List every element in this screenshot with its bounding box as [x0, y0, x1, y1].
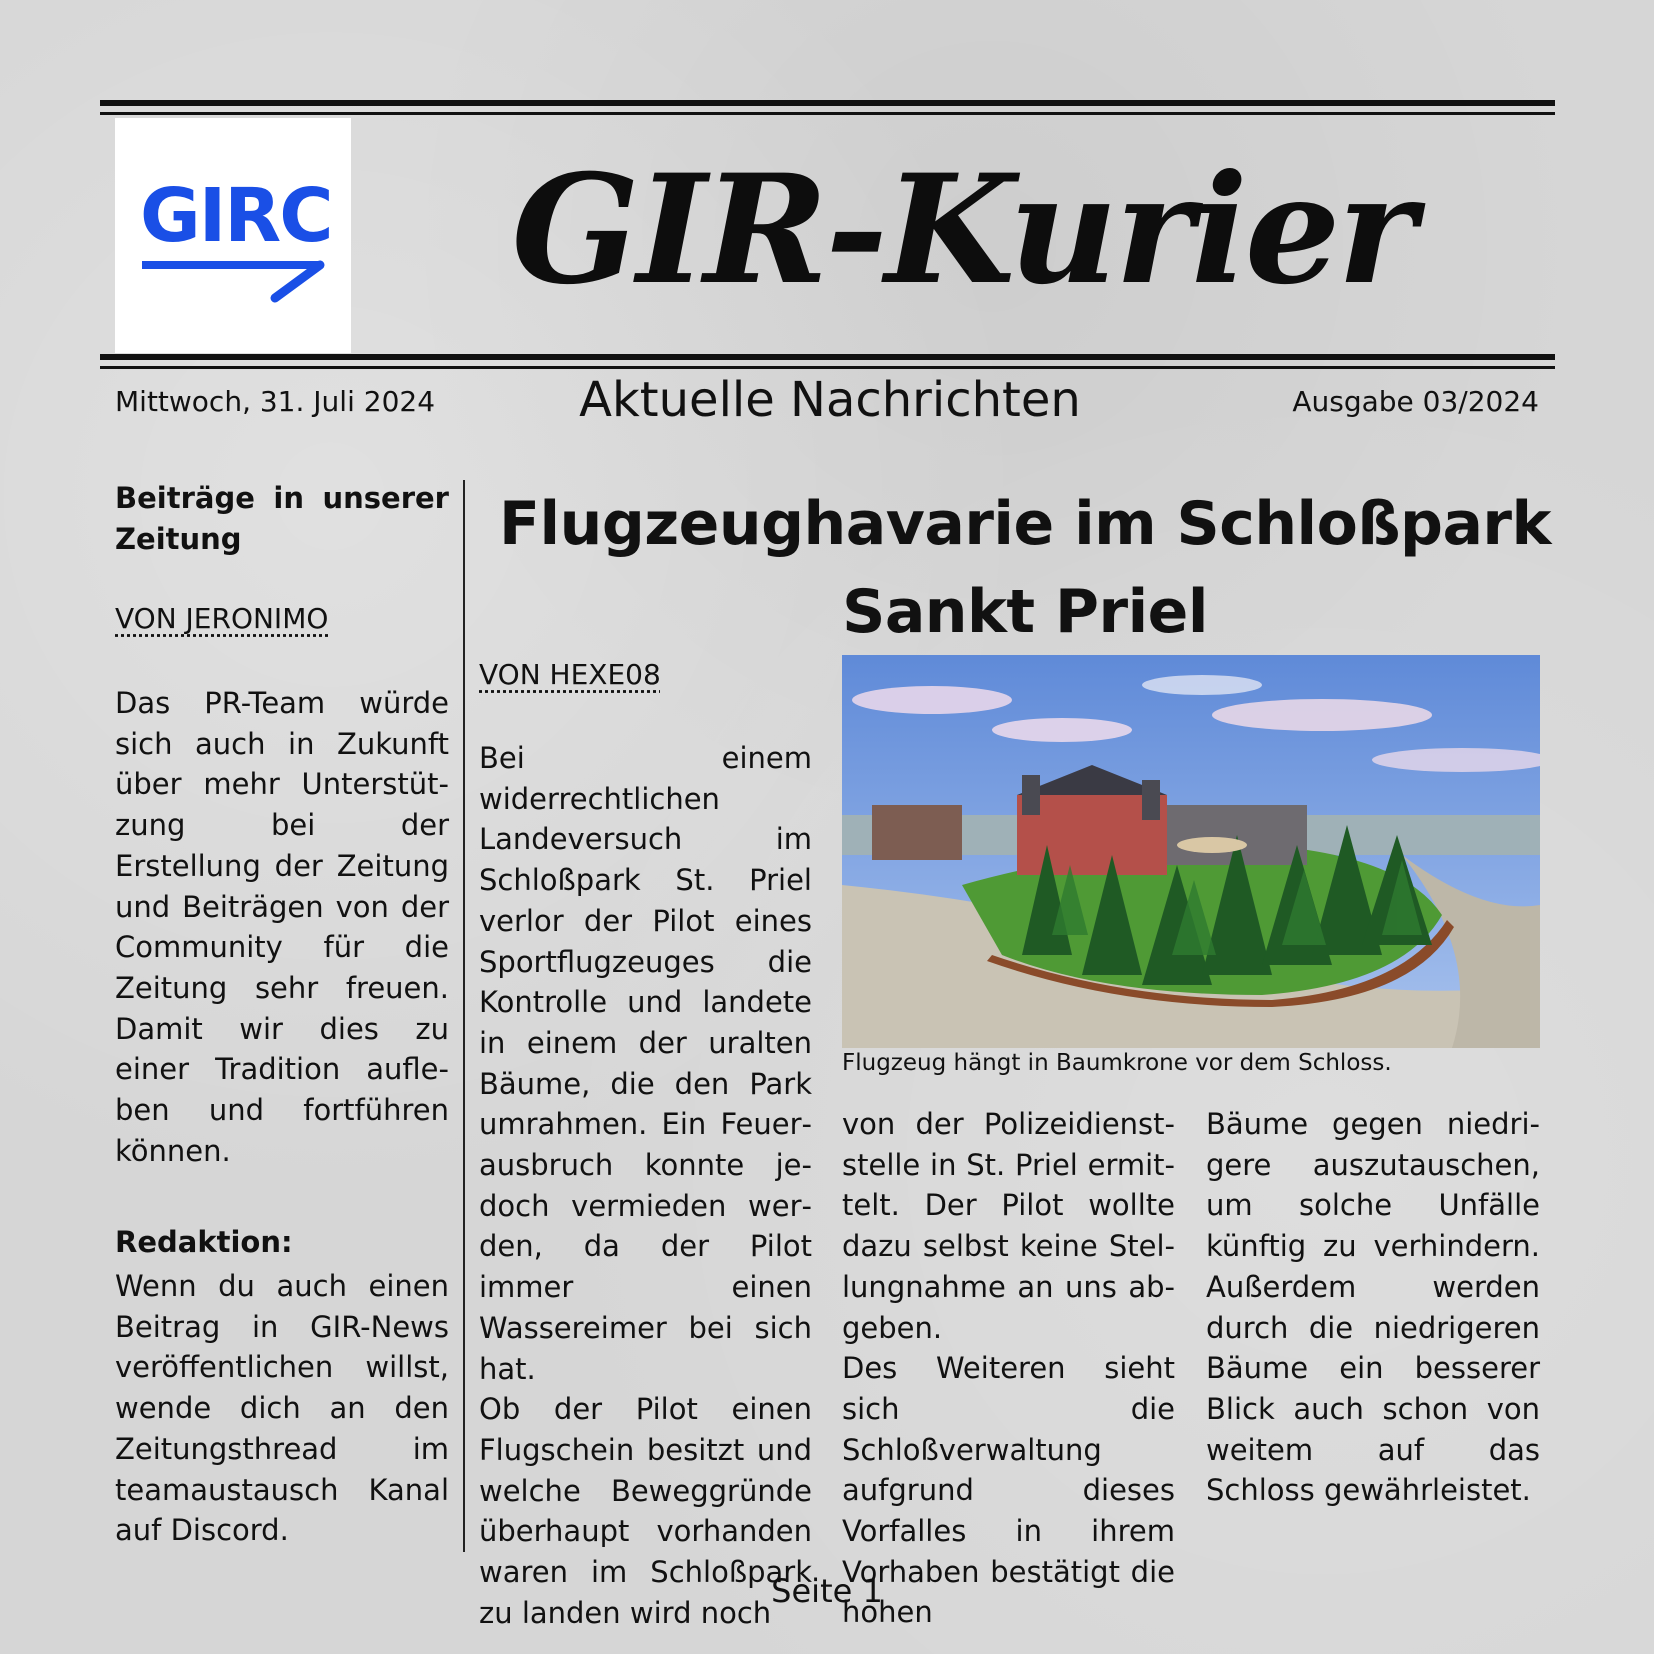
article-paragraph: Ob der Pilot einen Flugschein besitzt und welche Beweggründe überhaupt vorhanden waren im Schloßpark zu landen wird noch [479, 1392, 812, 1630]
masthead-title: GIR-Kurier [511, 142, 1414, 318]
page-number: Seite 1 [771, 1572, 883, 1610]
article-headline: Flugzeughavarie im Schloßpark Sankt Priel [499, 489, 1551, 647]
sidebar-byline: VON JERONIMO [115, 602, 329, 635]
column-divider [463, 480, 465, 1552]
article-column-1 [479, 738, 812, 1633]
logo-text: GIRC [140, 173, 332, 259]
article-paragraph: von der Polizeidienststelle in St. Priel ermittelt. Der Pilot wollte dazu selbst keine Stellungnahme an uns abgeben. [842, 1107, 1175, 1345]
article-column-2 [842, 1104, 1175, 1633]
logo [115, 118, 351, 353]
article-byline: VON HEXE08 [479, 658, 661, 691]
article-paragraph: Des Weiteren sieht sich die Schloßverwaltung aufgrund dieses Vorfalles in ihrem Vorhaben bestätigt die hohen [842, 1351, 1175, 1630]
top-rule-thin [100, 112, 1555, 115]
sidebar-title: Beiträge in unserer Zeitung [115, 481, 449, 556]
logo-arrow-icon [115, 118, 351, 353]
redaktion-paragraph: Wenn du auch einen Beitrag in GIR-News veröffentlichen willst, wende dich an den Zeitungsthread im teamaustausch Kanal auf Discord. [115, 1269, 449, 1548]
article-paragraph: Bei einem widerrechtlichen Landeversuch im Schloßpark St. Priel verlor der Pilot eines Sportflugzeuges die Kontrolle und landete in einem der uralten Bäume, die den Park umrahmen. Ein Feuerausbruch konnte jedoch vermieden werden, da der Pilot immer einen Wassereimer bei sich hat. [479, 741, 812, 1386]
castle-park-image [842, 655, 1540, 1048]
issue-number: Ausgabe 03/2024 [1292, 385, 1539, 418]
redaktion-title: Redaktion: [115, 1225, 293, 1259]
article-photo [842, 655, 1540, 1048]
section-title: Aktuelle Nachrichten [579, 372, 1081, 428]
photo-caption: Flugzeug hängt in Baumkrone vor dem Schloss. [842, 1050, 1392, 1076]
masthead-rule-thick [100, 354, 1555, 360]
sidebar-paragraph: Das PR-Team würde sich auch in Zukunft über mehr Unterstützung bei der Erstellung der Zeitung und Beiträgen von der Community für die Zeitung sehr freuen. Damit wir dies zu einer Tradition aufleben und fortführen können. [115, 686, 449, 1168]
article-paragraph: Bäume gegen niedrigere auszutauschen, um solche Unfälle künftig zu verhindern. Außerdem werden durch die niedrigeren Bäume ein besserer Blick auch schon von weitem auf das Schloss gewährleistet. [1206, 1107, 1540, 1508]
masthead-rule-thin [100, 366, 1555, 369]
issue-date: Mittwoch, 31. Juli 2024 [115, 385, 436, 418]
redaktion-body [115, 1266, 449, 1551]
article-column-3 [1206, 1104, 1540, 1511]
sidebar-body [115, 683, 449, 1171]
top-rule-thick [100, 100, 1555, 106]
